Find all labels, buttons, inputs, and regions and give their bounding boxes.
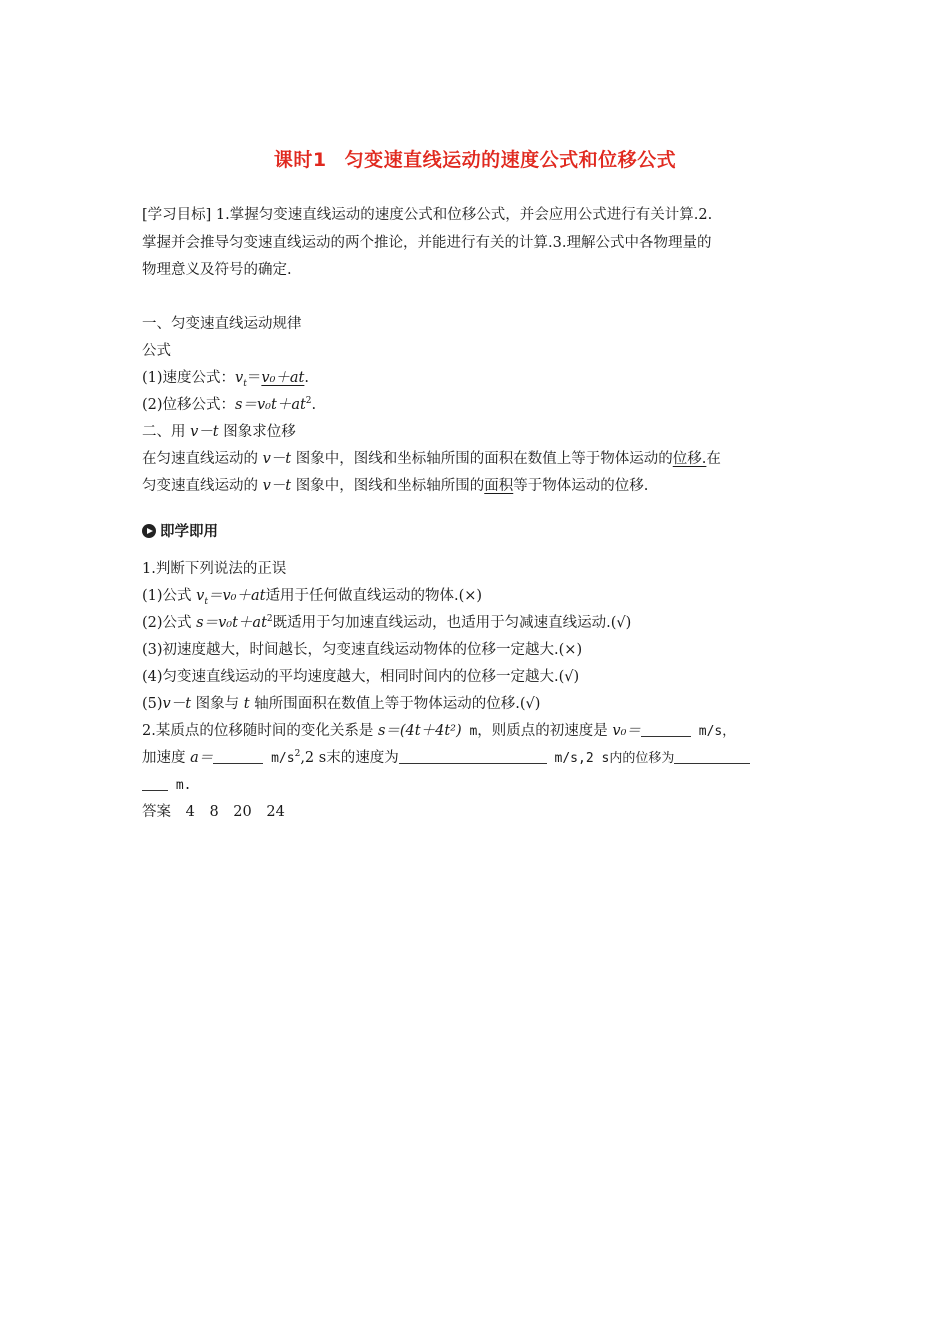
blank-velocity-2s[interactable] xyxy=(399,747,547,764)
section-rules xyxy=(142,311,812,500)
lesson-number: 课时1 xyxy=(273,149,327,171)
practice-heading: 即学即用 xyxy=(142,521,218,543)
answer-3: 20 xyxy=(233,804,252,820)
lesson-topic: 匀变速直线运动的速度公式和位移公式 xyxy=(344,149,677,171)
velocity-formula: (1)速度公式：$v_t=v_0+at$. xyxy=(142,370,309,389)
blank-displacement-2s-cont xyxy=(142,774,168,791)
answer-4: 24 xyxy=(266,804,285,820)
answer-displacement: 位移. xyxy=(672,451,707,467)
play-circle-icon xyxy=(142,524,156,538)
section1-sub: 公式 xyxy=(142,343,171,359)
blank-acceleration[interactable] xyxy=(213,747,263,764)
objectives-line-2: 掌握并会推导匀变速直线运动的两个推论，并能进行有关的计算.3.理解公式中各物理量的 xyxy=(142,234,712,251)
answer-1: 4 xyxy=(185,804,195,820)
practice-questions xyxy=(142,556,812,826)
q1-item-5: (5)v－t 图象与 t 轴所围面积在数值上等于物体运动的位移.(√) xyxy=(142,696,541,712)
section1-heading: 一、匀变速直线运动规律 xyxy=(142,316,302,332)
q1-item-2: (2)公式 $s=v_0t+at^2$既适用于匀加速直线运动，也适用于匀减速直线运动.(√) xyxy=(142,614,632,631)
answer-area: 面积 xyxy=(484,478,514,494)
q1-title: 1.判断下列说法的正误 xyxy=(142,561,287,577)
answer-line xyxy=(142,799,812,826)
page-title xyxy=(0,145,950,172)
q2-line-1: 2.某质点的位移随时间的变化关系是 s＝(4t＋4t²) m，则质点的初速度是 v₀＝ m/s， xyxy=(142,718,812,745)
q1-item-4: (4)匀变速直线运动的平均速度越大，相同时间内的位移一定越大.(√) xyxy=(142,669,580,685)
answer-label: 答案 xyxy=(142,804,171,820)
objectives-line-3: 物理意义及符号的确定. xyxy=(142,262,292,278)
q2-line-3: m. xyxy=(142,772,812,799)
q1-item-3: (3)初速度越大，时间越长，匀变速直线运动物体的位移一定越大.(×) xyxy=(142,642,583,658)
section2-line-2: 匀变速直线运动的 v－t 图象中，图线和坐标轴所围的面积等于物体运动的位移. xyxy=(142,478,649,494)
blank-displacement-2s[interactable] xyxy=(674,747,750,764)
section2-line-1: 在匀速直线运动的 v－t 图象中，图线和坐标轴所围的面积在数值上等于物体运动的位移.在 xyxy=(142,451,721,467)
q2-line-2: 加速度 $a= m/s^2,2$ s末的速度为 m/s,2 s内的位移为 xyxy=(142,745,812,772)
objectives-line-1: [学习目标] 1.掌握匀变速直线运动的速度公式和位移公式，并会应用公式进行有关计算.2. xyxy=(142,207,713,223)
answer-2: 8 xyxy=(209,804,219,820)
section2-heading: 二、用 v－t 图象求位移 xyxy=(142,424,296,440)
blank-initial-velocity[interactable] xyxy=(641,720,691,737)
displacement-formula: (2)位移公式：$s=v_0t+at^2$. xyxy=(142,396,317,413)
learning-objectives xyxy=(142,202,812,285)
q1-item-1: (1)公式 $v_t=v_0+at$适用于任何做直线运动的物体.(×) xyxy=(142,588,483,607)
velocity-formula-answer: v₀＋at xyxy=(261,370,305,386)
